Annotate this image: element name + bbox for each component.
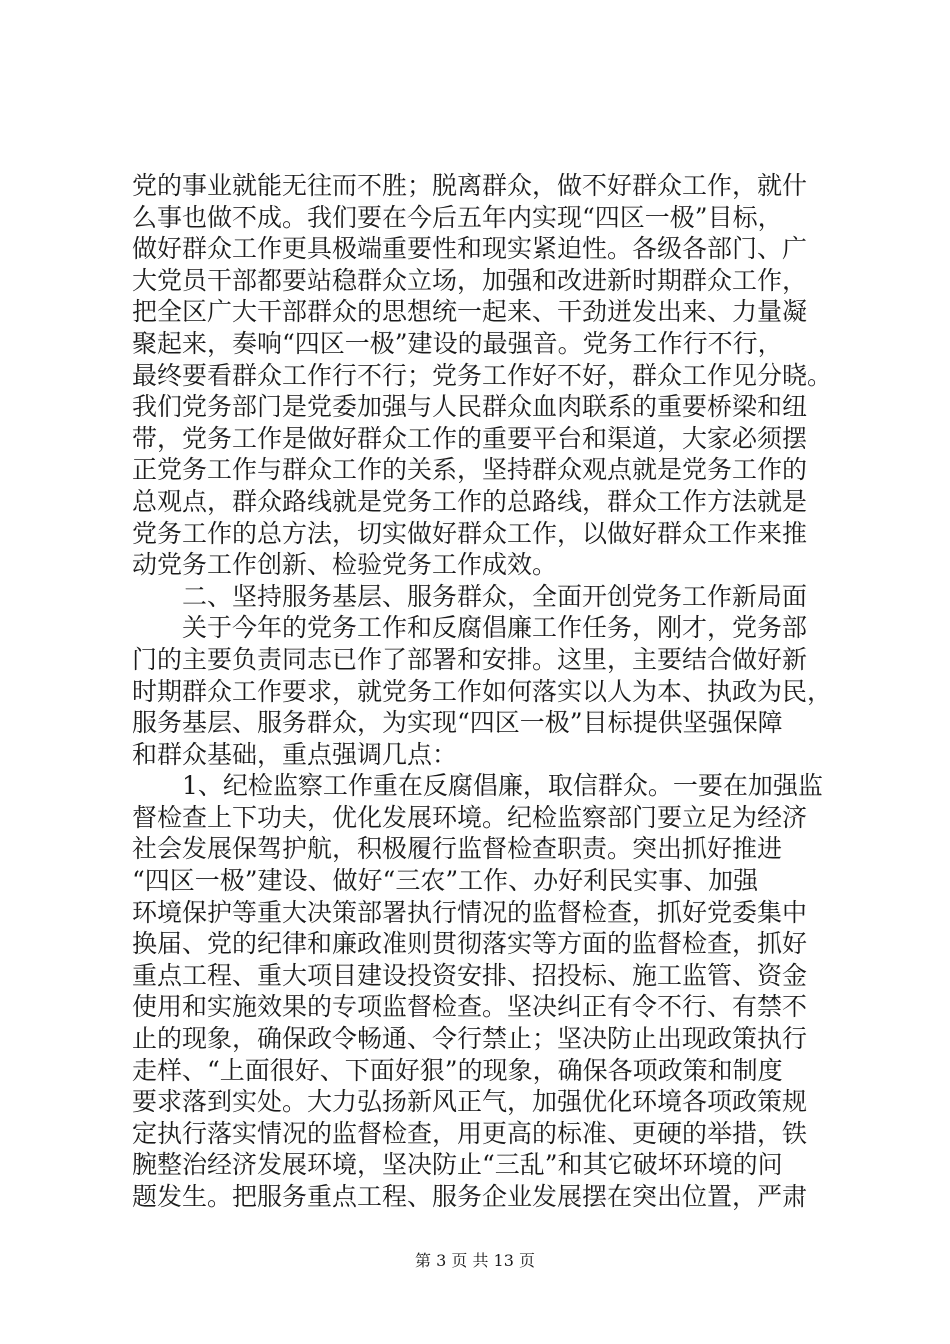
paragraph-start-line: 关于今年的党务工作和反腐倡廉工作任务，刚才，党务部 xyxy=(182,613,808,643)
document-body xyxy=(132,170,832,1213)
text-line: 换届、党的纪律和廉政准则贯彻落实等方面的监督检查，抓好 xyxy=(132,929,808,959)
text-line: 么事也做不成。我们要在今后五年内实现“四区一极”目标， xyxy=(132,202,783,232)
text-line: 社会发展保驾护航，积极履行监督检查职责。突出抓好推进 xyxy=(132,834,783,864)
text-line: 重点工程、重大项目建设投资安排、招投标、施工监管、资金 xyxy=(132,960,808,990)
text-line: 总观点，群众路线就是党务工作的总路线，群众工作方法就是 xyxy=(132,486,808,516)
text-line: 定执行落实情况的监督检查，用更高的标准、更硬的举措，铁 xyxy=(132,1118,808,1148)
text-line: 大党员干部都要站稳群众立场，加强和改进新时期群众工作， xyxy=(132,265,808,295)
paragraph-start-line: 1、纪检监察工作重在反腐倡廉，取信群众。一要在加强监 xyxy=(182,771,823,801)
text-line: 题发生。把服务重点工程、服务企业发展摆在突出位置，严肃 xyxy=(132,1182,808,1211)
text-line: 最终要看群众工作行不行；党务工作好不好，群众工作见分晓。 xyxy=(132,360,833,390)
text-line: 党务工作的总方法，切实做好群众工作，以做好群众工作来推 xyxy=(132,518,808,548)
text-line: 止的现象，确保政令畅通、令行禁止；坚决防止出现政策执行 xyxy=(132,1024,808,1054)
text-line: 门的主要负责同志已作了部署和安排。这里，主要结合做好新 xyxy=(132,644,808,674)
text-line: 我们党务部门是党委加强与人民群众血肉联系的重要桥梁和纽 xyxy=(132,392,808,422)
text-line: 动党务工作创新、检验党务工作成效。 xyxy=(132,550,558,580)
text-line: 和群众基础，重点强调几点： xyxy=(132,739,458,769)
text-line: 做好群众工作更具极端重要性和现实紧迫性。各级各部门、广 xyxy=(132,234,808,264)
text-line: 正党务工作与群众工作的关系，坚持群众观点就是党务工作的 xyxy=(132,455,808,485)
section-heading: 二、坚持服务基层、服务群众，全面开创党务工作新局面 xyxy=(182,581,808,611)
text-line: 聚起来，奏响“四区一极”建设的最强音。党务工作行不行， xyxy=(132,328,783,358)
text-line: 要求落到实处。大力弘扬新风正气，加强优化环境各项政策规 xyxy=(132,1087,808,1117)
text-line: 时期群众工作要求，就党务工作如何落实以人为本、执政为民， xyxy=(132,676,833,706)
text-line: “四区一极”建设、做好“三农”工作、办好利民实事、加强 xyxy=(132,866,759,896)
text-line: 环境保护等重大决策部署执行情况的监督检查，抓好党委集中 xyxy=(132,897,808,927)
text-line: 腕整治经济发展环境，坚决防止“三乱”和其它破坏环境的问 xyxy=(132,1150,783,1180)
text-line: 使用和实施效果的专项监督检查。坚决纠正有令不行、有禁不 xyxy=(132,992,808,1022)
page-footer: 第 3 页 共 13 页 xyxy=(415,1251,535,1270)
text-line: 带，党务工作是做好群众工作的重要平台和渠道，大家必须摆 xyxy=(132,423,808,453)
text-line: 走样、“上面很好、下面好狠”的现象，确保各项政策和制度 xyxy=(132,1055,783,1085)
text-line: 督检查上下功夫，优化发展环境。纪检监察部门要立足为经济 xyxy=(132,802,808,832)
text-line: 党的事业就能无往而不胜；脱离群众，做不好群众工作，就什 xyxy=(132,171,808,200)
text-line: 服务基层、服务群众，为实现“四区一极”目标提供坚强保障 xyxy=(132,708,783,738)
text-line: 把全区广大干部群众的思想统一起来、干劲迸发出来、力量凝 xyxy=(132,297,808,327)
